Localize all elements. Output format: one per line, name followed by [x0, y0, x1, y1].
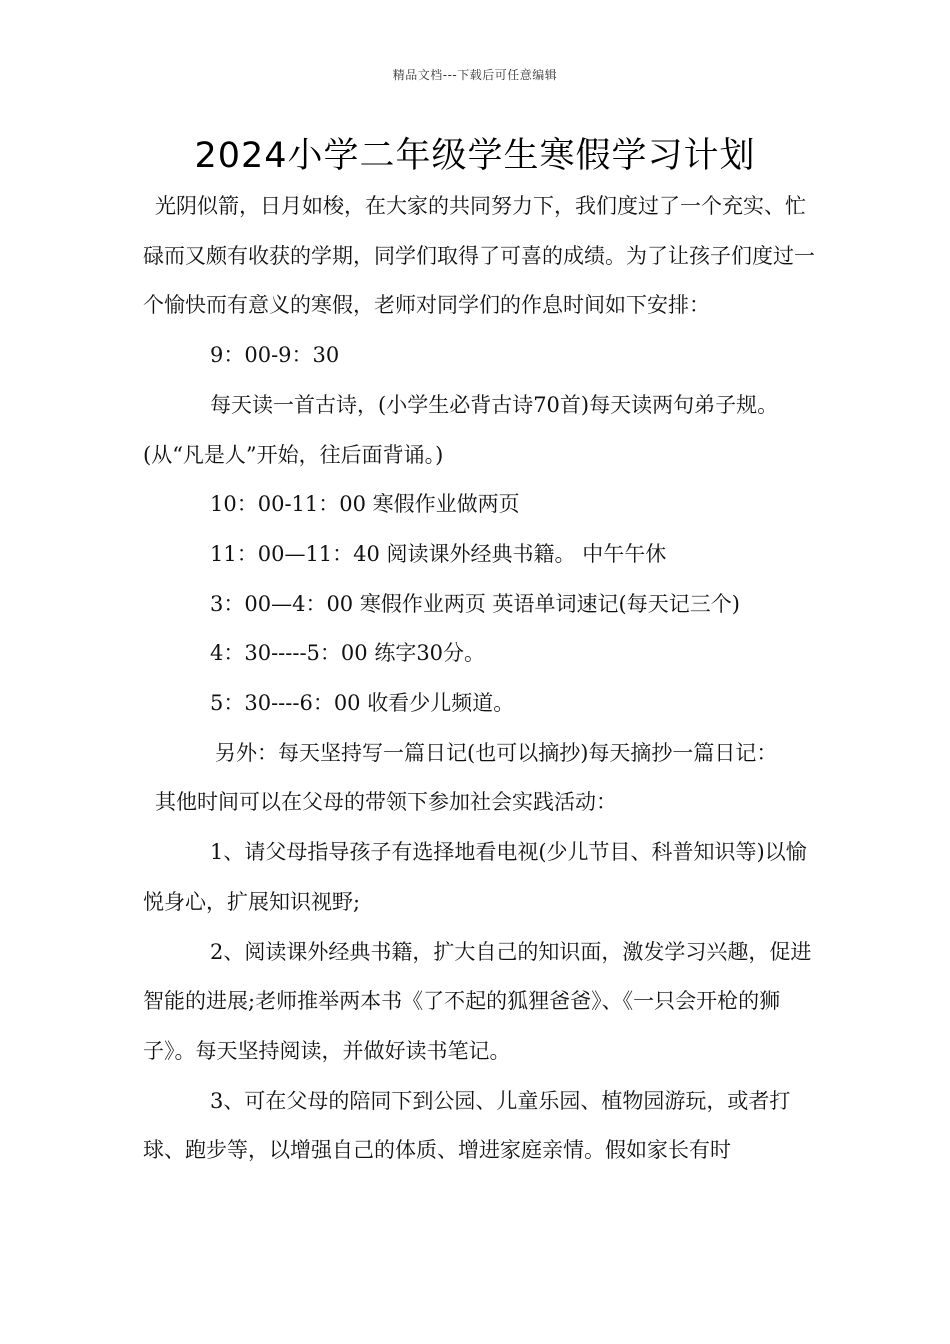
paragraph-schedule-morning-time: 9：00-9：30 [210, 343, 340, 368]
paragraph-diary: 另外：每天坚持写一篇日记(也可以摘抄)每天摘抄一篇日记： [215, 740, 778, 765]
paragraph-item-1: 1、请父母指导孩子有选择地看电视(少儿节目、科普知识等)以愉悦身心，扩展知识视野; [143, 840, 807, 914]
document-title: 2024小学二年级学生寒假学习计划 [194, 136, 756, 176]
paragraph-poetry-reading: 每天读一首古诗，(小学生必背古诗70首)每天读两句弟子规。(从“凡是人”开始，往后面背诵。) [143, 392, 779, 467]
paragraph-schedule-homework: 10：00-11：00 寒假作业做两页 [210, 492, 520, 517]
paragraph-schedule-reading: 11：00—11：40 阅读课外经典书籍。 中午午休 [210, 541, 667, 566]
paragraph-schedule-tv: 5：30----6：00 收看少儿频道。 [210, 691, 515, 716]
paragraph-item-2: 2、阅读课外经典书籍，扩大自己的知识面，激发学习兴趣，促进智能的进展;老师推举两本书《了不起的狐狸爸爸》、《一只会开枪的狮子》。每天坚持阅读，并做好读书笔记。 [143, 939, 812, 1063]
paragraph-schedule-calligraphy: 4：30-----5：00 练字30分。 [210, 641, 486, 666]
paragraph-intro: 光阴似箭，日月如梭，在大家的共同努力下，我们度过了一个充实、忙碌而又颇有收获的学期，同学们取得了可喜的成绩。为了让孩子们度过一个愉快而有意义的寒假，老师对同学们的作息时间如下安排： [143, 194, 815, 318]
paragraph-schedule-afternoon: 3：00—4：00 寒假作业两页 英语单词速记(每天记三个) [210, 591, 740, 616]
page-header-note: 精品文档---下载后可任意编辑 [392, 68, 558, 82]
document-body [143, 182, 823, 1176]
paragraph-item-3: 3、可在父母的陪同下到公园、儿童乐园、植物园游玩，或者打球、跑步等，以增强自己的体质、增进家庭亲情。假如家长有时 [143, 1088, 791, 1163]
paragraph-social-practice: 其他时间可以在父母的带领下参加社会实践活动： [155, 790, 617, 815]
